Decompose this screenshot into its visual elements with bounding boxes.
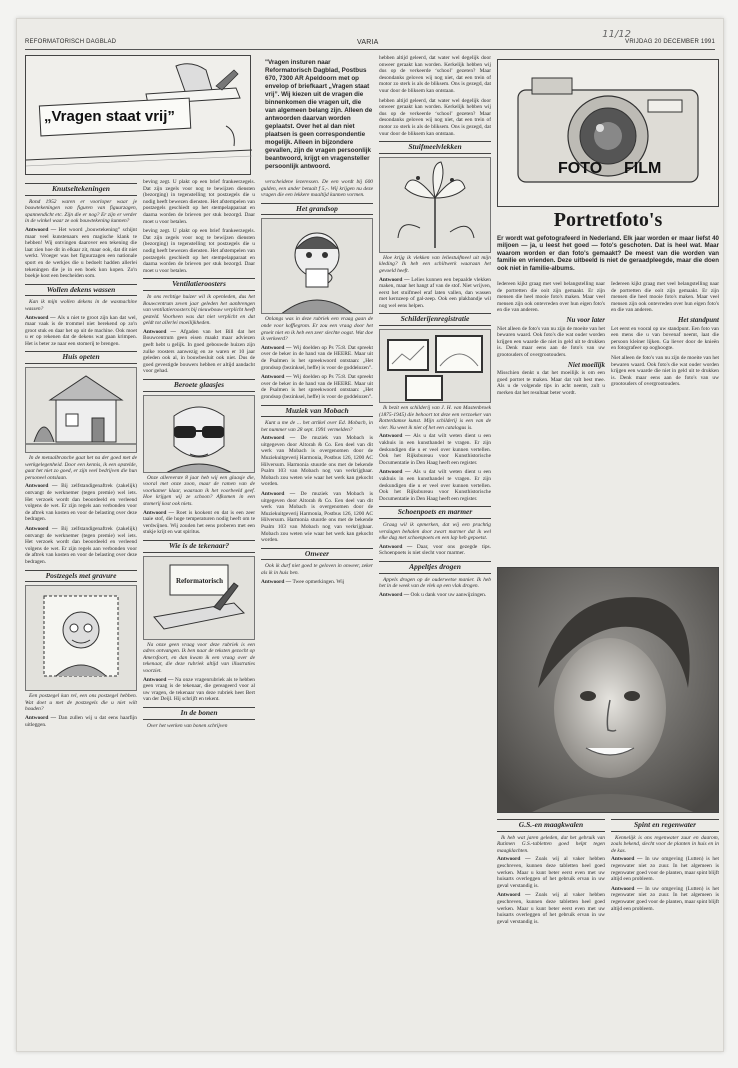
heading-huis-opeten: Huis opeten <box>25 351 137 364</box>
article-paragraph: Let eerst en vooral op uw standpunt. Een foto van een mens die u van bovenaf neemt, laat die persoon kleiner lijken. Ga liever door de knieën en fotografeer op ooghoogte. <box>611 325 719 352</box>
continued-text: hebben altijd geleerd, dat water wel degelijk door onweer geraakt kan worden. Kerkelijk hebben wij dus op de verkeerde ‘school’ gezeten? Maar desondanks geloven wij nog niet, dat een trein of motor zo sterk is als de bliksem. Ons is gezegd, dat vuur door de bliksem kan ontstaan. <box>379 55 491 94</box>
question-text: Ik heb wat jaren geleden, dat het gebruik van Rutimen G.S.-tabletten goed helpt tegen maagklachten. <box>497 834 605 854</box>
answer-text: Antwoord — Na onze vragenrubriek als te hebben geen vraag is de tekenaar, die gereageerd voor al uw vragen, de tekenaar van deze rubriek heet Bert van der Deijl. Hij schrijft en tekent. <box>143 676 255 703</box>
continued-text-2: beving zegt. U plakt op een brief frankeerzegels. Dat zijn zegels voor nog te bewijzen diensten (bezorging) in tegenstelling tot postzegels die u nodig heeft bewezen diensten. Het afstempelen van postzegels geschiedt op het stempelapparaat en daarna worden de brieven per stuk bezorgd. Daar moet u voor betalen. <box>143 228 255 274</box>
answer-text: Antwoord — Het woord „bouwtekening” schijnt maar veel kunstenaars een magische klank te hebben! Wij ontvingen daarover een tekening die laat zien hoe dit in elkaar zit, maar ook, dat dit niet werkt. Vroeger was het figuurzagen een nationale sport en de werkjes die u bedoelt hadden allerlei tekeningen die je in een boek kon kopen. Zo'n boekje kost een bescheiden som. <box>25 226 137 280</box>
heading-tekenaar: Wie is de tekenaar? <box>143 540 255 553</box>
question-text: Na onze geen vraag voor deze rubriek is een adres ontvangen. Ik ben naar de teksten gezocht op Amersfoort, en dan kwam ik een vraag over de tekenaar, die deze rubriek altijd van illustraties voorziet. <box>143 641 255 674</box>
bottom-right-articles <box>497 819 719 1052</box>
article-paragraph: Niet alleen de foto's van nu zijn de moeite van het bewaren waard. Ook foto's die wat ouder worden krijgen een waarde die niet in geld uit te drukken is. Denk maar eens aan de foto's van uw grootouders of overgrootouders. <box>497 325 605 358</box>
svg-text:Reformatorisch: Reformatorisch <box>176 576 224 585</box>
article-paragraph: Iedereen kijkt graag met veel belangstelling naar de portretten die ooit zijn gemaakt. Er zijn mensen die heel mooie foto's maken. Maar veel mensen zijn ook ontevreden over hun eigen foto's en die van anderen. <box>497 281 605 314</box>
heading-knutseltekeningen: Knutseltekeningen <box>25 183 137 196</box>
question-text: Kan ik mijn wollen dekens in de wasmachine wassen? <box>25 299 137 312</box>
lily-illustration <box>379 157 491 253</box>
question-text: Hoe krijg ik vlekken van leliestuifmeel uit mijn kleding? Ik heb een schiltwerk waaraan het gevoeld heeft. <box>379 254 491 274</box>
column-4 <box>379 55 491 1035</box>
heading-grandsop: Het grandsop <box>261 203 373 216</box>
question-text: Kennelijk is ons regenwater zuur en daarom, zoals bekend, slecht voor de planten in huis en in de kas. <box>611 834 719 854</box>
answer-text: Antwoord — Twee opmerkingen. Wij <box>261 578 345 585</box>
masthead-rule <box>25 49 715 50</box>
heading-postzegels: Postzegels met gravure <box>25 570 137 583</box>
continued-text-2: hebben altijd geleerd, dat water wel degelijk door onweer geraakt kan worden. Kerkelijk hebben wij dus op de verkeerde ‘school’ gezeten? Maar desondanks geloven wij nog niet, dat een trein of motor zo sterk is als de bliksem. Ons is gezegd, dat vuur door de bliksem kan ontstaan. <box>379 97 491 137</box>
camera-illustration <box>498 60 719 207</box>
drawing-desk-illustration <box>143 556 255 640</box>
question-text: In de metaalbranche gaat het na der goed met de werkgelegenheid. Door een kennis, ik een opstelde, gaat het niet zo goed, er zijn veel bedrijven die hun personeel ontslaan. <box>25 455 137 481</box>
continued-text: verscheidene lezeressen. De een wordt bij 600 gulden, een ander betaalt f 5,-. Wij krijgen nu deze vragen die een lekkere maaltijd kunnen vormen. <box>261 179 373 199</box>
coffee-drinker-illustration <box>261 218 373 314</box>
heading-ventilatieroosters: Ventilatieroosters <box>143 278 255 291</box>
article-paragraph: Niet alleen de foto's van nu zijn de moeite van het bewaren waard. Ook foto's die wat ouder worden krijgen een waarde die niet in geld uit te drukken is. Denk maar eens aan de foto's van uw grootouders of overgrootouders. <box>611 354 719 388</box>
subheading-standpunt: Het standpunt <box>677 315 719 324</box>
answer-text: Antwoord — Roet is kookent en dat is een zeer taaie stof, die hoge temperaturen nodig heeft om te verdwijnen. Wij zouden het eens proberen met een stukje krijt en wat spiritus. <box>143 509 255 536</box>
answer-text: Antwoord — Lelies kunnen een bepaalde vlekken maken, maar het hangt af van de stof. Niet wrijven, eerst het stuifmeel eraf laten vallen, dan wassen met kernzeep of gal-zeep. Ook een plakbandje wil nog wel eens helpen. <box>379 276 491 309</box>
film-logo-right: FILM <box>624 160 662 177</box>
answer-text: Antwoord — Zoals wij al vaker hebben geschreven, kunnen deze tabletten heel goed werken. Maar u kunt beter eerst even met uw huisarts overleggen of het gebruik ervan in uw geval verstandig is. <box>497 856 605 889</box>
column-2 <box>143 179 255 1035</box>
subheading-niet-moeilijk: Niet moeilijk <box>567 360 605 369</box>
banner-title: „Vragen staat vrij” <box>44 108 175 125</box>
answer-text-extra: Antwoord — De muziek van Mobach is uitgegeven door Altorah & Co. Een deel van dit werk van Mobach is overgenomen door de Muziekuitgeverij Harmonia, Postbus 126, 1200 AC Hilversum. Harmonia stuurde ons met de bekende Psalm 103 van Mobach nog van verkrijgbaar. Mobach zou weten wie waar het werk kan gekocht worden. <box>261 491 373 544</box>
heading-onweer: Onweer <box>261 548 373 561</box>
answer-text: Antwoord — De muziek van Mobach is uitgegeven door Altorah & Co. Een deel van dit werk van Mobach is overgenomen door de Muziekuitgeverij Harmonia, Postbus 126, 1200 AC Hilversum. Harmonia stuurde ons met de bekende Psalm 103 van Mobach nog van verkrijgbaar. Mobach zou weten wie waar het werk kan gekocht worden. <box>261 435 373 488</box>
heading-stuifmeelvlekken: Stuifmeelvlekken <box>379 141 491 154</box>
heading-beroete-glaasjes: Beroete glaasjes <box>143 379 255 392</box>
paintings-illustration <box>379 329 491 403</box>
answer-text-extra: Antwoord — Zoals wij al vaker hebben geschreven, kunnen deze tabletten heel goed werken. Maar u kunt beter eerst even met uw huisarts overleggen of het gebruik ervan in uw geval verstandig is. <box>497 892 605 925</box>
house-illustration <box>25 367 137 453</box>
vragen-staat-vrij-banner <box>25 55 251 175</box>
submission-info: "Vragen insturen naar Reformatorisch Dagblad, Postbus 670, 7300 AR Apeldoorn met op envelop of briefkaart „Vragen staat vrij”. Wij kiezen uit de vragen die binnenkomen die vragen uit, die van algemeen belang zijn. Alleen de antwoorden daarvan worden geplaatst. Over het al dan niet plaatsen is geen correspondentie mogelijk. Alleen in bijzondere gevallen, zijn de vragen persoonlijk beantwoord, krijgt en vragensteller persoonlijk antwoord. <box>265 59 373 170</box>
sunglasses-man-illustration <box>143 395 255 473</box>
heading-spint-regenwater: Spint en regenwater <box>611 819 719 832</box>
question-text: Onze allereerste 8 jaar heb wij een glaasje die, vooral met onze zoon, maar de ramen van de voorkamer klaar, waaraan ik het voorbeeld geef. Hoe krijgen wij ze schoon? Afkomen in een stomerij kost ook niets. <box>143 474 255 507</box>
question-text: Over het werken van bonen schrijven <box>147 722 228 729</box>
article-lead: Er wordt wat gefotografeerd in Nederland. Elk jaar worden er maar liefst 40 miljoen — ja, u leest het goed — foto's geschoten. Dat is heel wat. Maar waarom worden er dan foto's gemaakt? De meest van die worden van familie en vrienden. Deze uitbeeld is niet de geraadpleegde, maar die doen ook niet in familie-albums. <box>497 235 719 272</box>
answer-text: Antwoord — Bij zelfstandigenaftrek (zakelijk) ontvangt de werknemer (tegen premie) wel iets. Het verzoek wordt dan beoordeeld en verleend volgens de wet. Er zijn regels aan verbonden voor de aftrek van kosten en voor de belasting over deze bedragen. <box>25 483 137 523</box>
question-text: Graag wil ik opmerken, dat wij een prachtig verslagen behalen door zwart marmer dat ik wel elke dag met schoenpoets en een lap heb gepoetst. <box>379 521 491 542</box>
article-body <box>497 281 719 561</box>
question-text: Een postzegel kan rel, een ons postzegel hebben. Wat doet u met de postzegels die u niet wilt houden? <box>25 693 137 713</box>
continued-text: beving zegt. U plakt op een brief frankeerzegels. Dat zijn zegels voor nog te bewijzen diensten (bezorging) in tegenstelling tot postzegels die u nodig heeft bewezen diensten. Het afstempelen van postzegels geschiedt op het stempelapparaat en daarna worden de brieven per stuk bezorgd. Daar moet u voor betalen. <box>143 179 255 225</box>
question-text: Onlangs was in deze rubriek een vraag gaan de onde voor koffiegrom. Er zou een vraag door het groeit niet en ik heb een zeer slechte oogst. Wat doe ik verkeerd? <box>261 316 373 343</box>
section-name: VARIA <box>357 39 379 46</box>
subheading-nu-voor-later: Nu voor later <box>566 315 605 324</box>
answer-text-extra: Antwoord — Wij doelden op Ps 75:8. Dat spreekt over de beker in de hand van de HEERE. Maar uit de Psalmen is het spreekwoord ontstaan: „Het grondsop (bezinksel, heffe) is voor de goddelozen”. <box>261 374 373 400</box>
heading-muziek-mobach: Muziek van Mobach <box>261 405 373 418</box>
foto-film-header <box>497 59 719 207</box>
answer-text-extra: Antwoord — In uw omgeving (Lutten) is het regenwater niet zo zuur. In het algemeen is regenwater goed voor de planten, maar spint blijft altijd een probleem. <box>611 885 719 912</box>
answer-text: Antwoord — Als u dat wilt weten dient u een vakhuis in een kunsthandel te vragen. Er zijn deskundigen die u er veel over kunnen vertellen. Ook het Rijksbureau voor Kunsthistorische Documentatie in Den Haag heeft een register. <box>379 433 491 466</box>
portretfotos-title: Portretfoto's <box>553 209 663 231</box>
newspaper-page <box>16 18 724 1052</box>
question-text: Rond 1952 waren er voorloper waar je bouwtekeningen van figuren van figuurzagen, spannendicht etc. Zijn die er nog? Er zijn er verder in de winkel waar ze ook bouwtekening kunnen? <box>25 198 137 225</box>
stamp-man-illustration <box>25 585 137 691</box>
answer-text-extra: Antwoord — Bij zelfstandigenaftrek (zakelijk) ontvangt de werknemer (tegen premie) wel iets. Het verzoek wordt dan beoordeeld en verleend volgens de wet. Er zijn regels aan verbonden voor de aftrek van kosten en voor de belasting over deze bedragen. <box>25 526 137 565</box>
boy-portrait-photo <box>497 567 719 813</box>
heading-schoenpoets: Schoenpoets en marmer <box>379 506 491 519</box>
column-1 <box>25 179 137 1035</box>
paper-name: REFORMATORISCH DAGBLAD <box>25 39 117 45</box>
answer-text: Antwoord — Wij doelden op Ps 75:8. Dat spreekt over de beker in de hand van de HEERE. Maar uit de Psalmen is het spreekwoord ontstaan: „Het grondsop (bezinksel, heffe) is voor de goddelozen”. <box>261 344 373 371</box>
heading-schilderijenregistratie: Schilderijenregistratie <box>379 313 491 326</box>
answer-text-extra: Antwoord — Als u dat wilt weten dient u een vakhuis in een kunsthandel te vragen. Er zijn deskundigen die u er veel over kunnen vertellen. Ook het Rijksbureau voor Kunsthistorische Documentatie in Den Haag heeft een register. <box>379 469 491 502</box>
answer-text: Antwoord — Afgaden van het Bill dat het Bouwcentrum geen eisen maakt maar adviezen geeft hebt u gelijk. In goed gebouwde huizen zijn zulke roosters aanwezig en ze waren er 10 jaar geleden ook al, in bouwbesluit ook niet. Dus de goed gevestigde bouwers hebben er altijd aandacht voor gehad. <box>143 328 255 375</box>
heading-in-de-bonen: In de bonen <box>143 707 255 720</box>
heading-wollen-dekens: Wollen dekens wassen <box>25 284 137 297</box>
article-paragraph: Iedereen kijkt graag met veel belangstelling naar de portretten die ooit zijn gemaakt. Er zijn mensen die heel mooie foto's maken. Maar veel mensen zijn ook ontevreden over hun eigen foto's en die van anderen. <box>611 281 719 314</box>
article-paragraph: Misschien denkt u dat het moeilijk is om een goed portret te maken. Maar dat valt best mee. Als u de volgende tips in acht neemt, zult u merken dat het resultaat beter wordt. <box>497 370 605 396</box>
answer-text: Antwoord — Dan zullen wij u dat eens haarfijn uitleggen. <box>25 714 137 728</box>
answer-text: Antwoord — In uw omgeving (Lutten) is het regenwater niet zo zuur. In het algemeen is regenwater goed voor de planten, maar spint blijft altijd een probleem. <box>611 856 719 883</box>
heading-appeltjes: Appeltjes drogen <box>379 561 491 574</box>
answer-text: Antwoord — Als u niet te groot zijn kan dat wel, maar vaak is de trommel niet berekend op zo'n groot stuk en daar het op uit de machine. Ook moet u er op rekenen dat de dekens wat gaan krimpen. Het is beter ze naar een stomerij te brengen. <box>25 314 137 347</box>
question-text: Appels drogen op de ouderwetse manier. Ik heb het in de week van de vlek op een vlak drogen. <box>379 576 491 590</box>
column-3 <box>261 179 373 1035</box>
question-text: In ons rechtige huizer wil ik openleden, dus het Bouwcentrum zeven jaar geleden het aanbrengen van ventilatieroosters bij nieuwbouw verplicht heeft gesteld. Voorheen was dat niet verplicht en dat geldt tot allerlei moeilijkheden. <box>143 293 255 327</box>
question-text: Kunt u me de ... het artikel over Ed. Mobach, in het nummer van 28 sept. 1991 vermelden? <box>261 420 373 433</box>
answer-text: Antwoord — Ook u dank voor uw aanwijzingen. <box>379 591 487 598</box>
question-text: Ook ik durf niet goed te geloven in onweer, zeker als ik in huis ben. <box>261 563 373 576</box>
heading-gs-maagkwalen: G.S.-en maagkwalen <box>497 819 605 832</box>
foto-logo-left: FOTO <box>558 160 603 177</box>
issue-date: VRIJDAG 20 DECEMBER 1991 <box>625 39 715 45</box>
question-text: Ik bezit een schilderij van J. H. van Mastenbroek (1875-1945) die behoort tot deze een verzoeker van Rotterdamse kunst. Mijn schilderij is een van de vier. Nu weet ik niet of het een catalogus is. <box>379 405 491 431</box>
handwritten-note: 11/12 <box>602 29 631 40</box>
answer-text: Antwoord — Daar, voor ons gezegde tips. Schoenpoets is niet slecht voor marmer. <box>379 543 491 557</box>
